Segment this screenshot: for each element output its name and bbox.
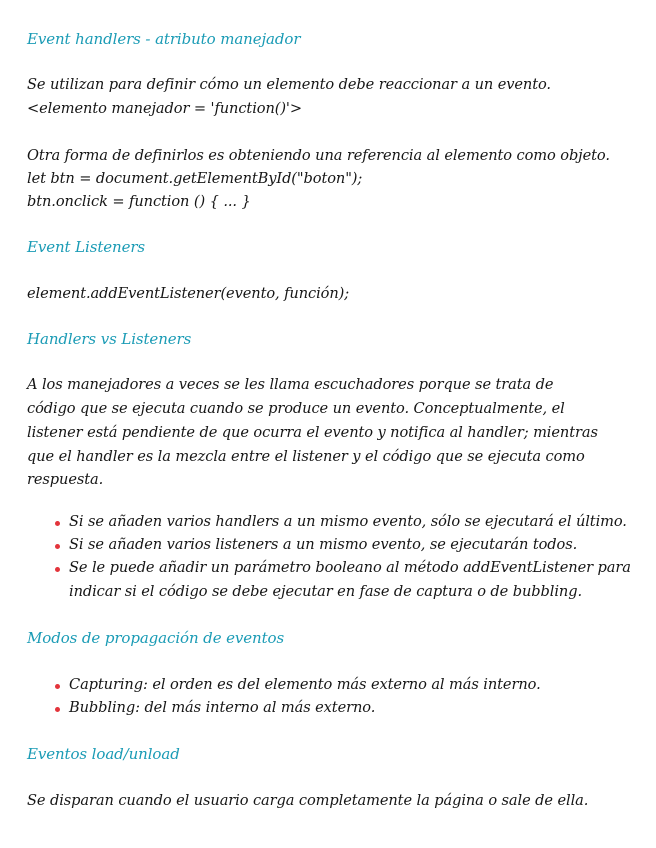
propagation-bullet-bubbling: Bubbling: del más interno al más externo. (69, 699, 376, 716)
heading-propagation-modes: Modos de propagación de eventos (27, 629, 285, 647)
heading-handlers-vs-listeners: Handlers vs Listeners (27, 330, 192, 348)
heading-event-handlers: Event handlers - atributo manejador (27, 30, 301, 48)
hvl-text-line-1: A los manejadores a veces se les llama escuchadores porque se trata de (27, 376, 554, 393)
bullet-dot (55, 521, 60, 526)
propagation-bullet-capturing: Capturing: el orden es del elemento más externo al más interno. (69, 676, 541, 693)
hvl-text-line-3: listener está pendiente de que ocurra el evento y notifica al handler; mientras (27, 424, 598, 441)
bullet-dot (55, 707, 60, 712)
handlers-code-line-2: btn.onclick = function () { ... } (27, 193, 251, 210)
hvl-bullet-3: Se le puede añadir un parámetro booleano al método addEventListener para (69, 559, 631, 576)
hvl-bullet-3-continued: indicar si el código se debe ejecutar en fase de captura o de bubbling. (69, 583, 582, 600)
handlers-code-line-1: let btn = document.getElementById("boton"); (27, 170, 363, 187)
hvl-bullet-2: Si se añaden varios listeners a un mismo evento, se ejecutarán todos. (69, 536, 578, 553)
bullet-dot (55, 544, 60, 549)
bullet-dot (55, 684, 60, 689)
handlers-text-line-3: Otra forma de definirlos es obteniendo una referencia al elemento como objeto. (27, 147, 610, 164)
handlers-text-line-2: <elemento manejador = 'function()'> (27, 100, 302, 117)
handlers-text-line-1: Se utilizan para definir cómo un elemento debe reaccionar a un evento. (27, 76, 551, 93)
hvl-text-line-4: que el handler es la mezcla entre el listener y el código que se ejecuta como (27, 448, 585, 465)
heading-load-unload: Eventos load/unload (27, 745, 180, 763)
hvl-text-line-2: código que se ejecuta cuando se produce un evento. Conceptualmente, el (27, 400, 565, 417)
bullet-dot (55, 567, 60, 572)
listeners-code-line: element.addEventListener(evento, función); (27, 285, 350, 302)
hvl-bullet-1: Si se añaden varios handlers a un mismo evento, sólo se ejecutará el último. (69, 513, 627, 530)
hvl-text-line-5: respuesta. (27, 471, 104, 488)
load-unload-text: Se disparan cuando el usuario carga completamente la página o sale de ella. (27, 792, 589, 809)
heading-event-listeners: Event Listeners (27, 238, 146, 256)
